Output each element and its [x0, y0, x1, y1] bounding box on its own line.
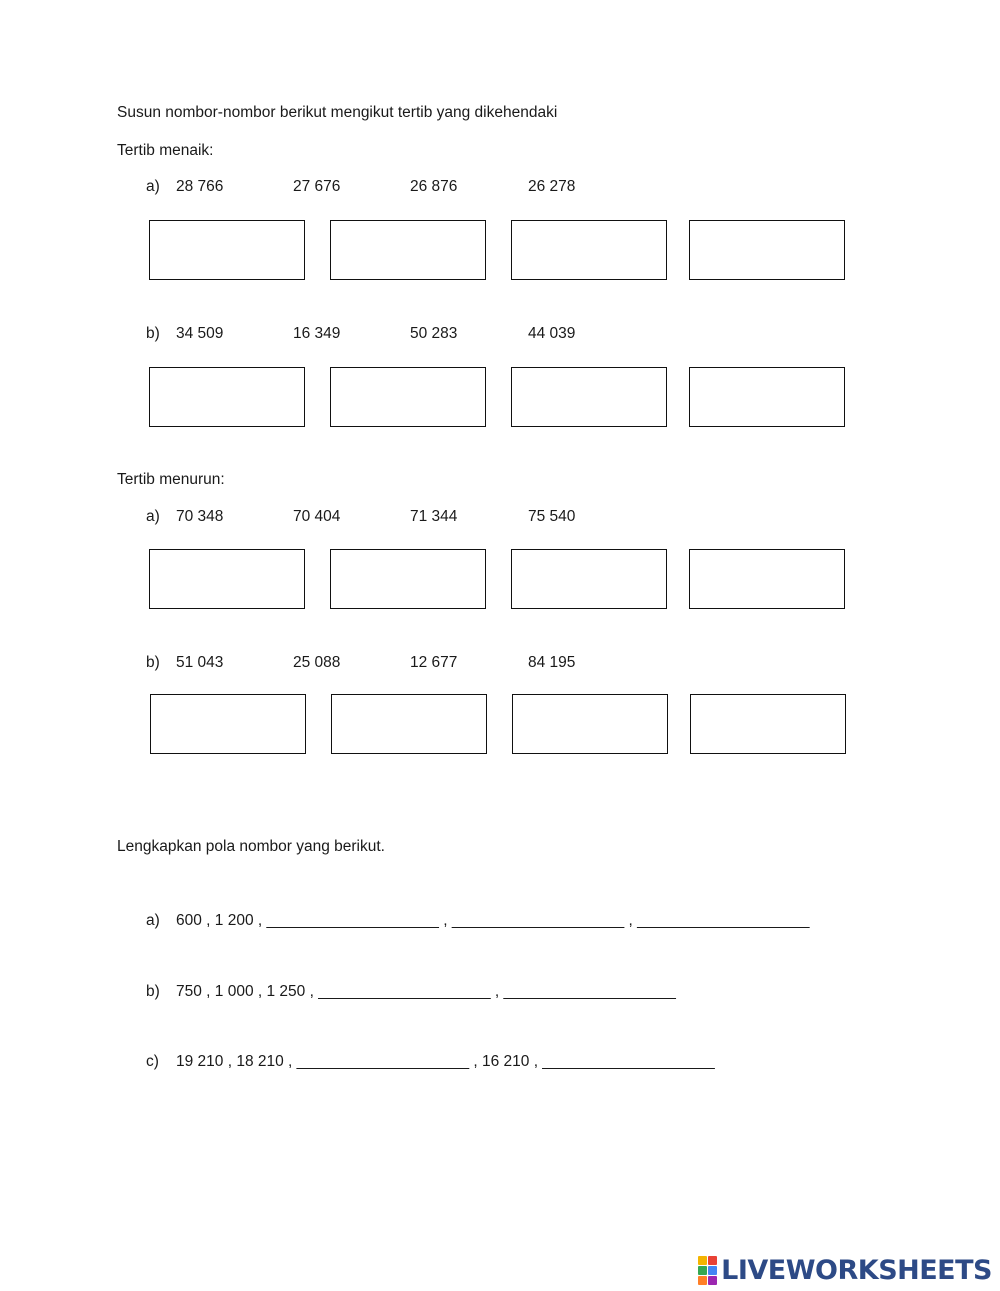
number-item: 27 676 [293, 178, 341, 195]
number-item: 16 349 [293, 325, 341, 342]
number-item: 34 509 [176, 325, 224, 342]
answer-box[interactable] [331, 694, 487, 754]
answer-box[interactable] [511, 549, 667, 609]
question-label: b) [146, 325, 160, 342]
question-label: a) [146, 508, 160, 525]
answer-box[interactable] [690, 694, 846, 754]
number-item: 26 278 [528, 178, 576, 195]
answer-box[interactable] [512, 694, 668, 754]
number-item: 71 344 [410, 508, 458, 525]
answer-box[interactable] [150, 694, 306, 754]
liveworksheets-logo [698, 1255, 992, 1285]
pattern-sequence[interactable]: 19 210 , 18 210 , ____________________ , 16 210 , ____________________ [176, 1053, 715, 1070]
logo-blocks-icon [698, 1256, 717, 1285]
question-label: b) [146, 983, 160, 1000]
answer-box[interactable] [149, 220, 305, 280]
logo-text: LIVEWORKSHEETS [721, 1254, 992, 1286]
descending-heading: Tertib menurun: [117, 471, 225, 488]
number-item: 44 039 [528, 325, 576, 342]
number-item: 70 348 [176, 508, 224, 525]
question-label: b) [146, 654, 160, 671]
pattern-sequence[interactable]: 600 , 1 200 , ____________________ , ____________________ , ____________________ [176, 912, 810, 929]
number-item: 28 766 [176, 178, 224, 195]
number-item: 84 195 [528, 654, 576, 671]
instruction-text: Susun nombor-nombor berikut mengikut tertib yang dikehendaki [117, 104, 558, 121]
number-item: 75 540 [528, 508, 576, 525]
number-item: 51 043 [176, 654, 224, 671]
answer-box[interactable] [330, 220, 486, 280]
answer-box[interactable] [149, 367, 305, 427]
question-label: a) [146, 178, 160, 195]
question-label: c) [146, 1053, 159, 1070]
answer-box[interactable] [149, 549, 305, 609]
answer-box[interactable] [689, 220, 845, 280]
pattern-sequence[interactable]: 750 , 1 000 , 1 250 , ____________________ , ____________________ [176, 983, 676, 1000]
answer-box[interactable] [330, 549, 486, 609]
number-item: 70 404 [293, 508, 341, 525]
answer-box[interactable] [511, 367, 667, 427]
answer-box[interactable] [511, 220, 667, 280]
number-item: 26 876 [410, 178, 458, 195]
answer-box[interactable] [689, 549, 845, 609]
answer-box[interactable] [689, 367, 845, 427]
number-item: 12 677 [410, 654, 458, 671]
number-item: 50 283 [410, 325, 458, 342]
ascending-heading: Tertib menaik: [117, 142, 214, 159]
number-item: 25 088 [293, 654, 341, 671]
answer-box[interactable] [330, 367, 486, 427]
pattern-heading: Lengkapkan pola nombor yang berikut. [117, 838, 385, 855]
question-label: a) [146, 912, 160, 929]
